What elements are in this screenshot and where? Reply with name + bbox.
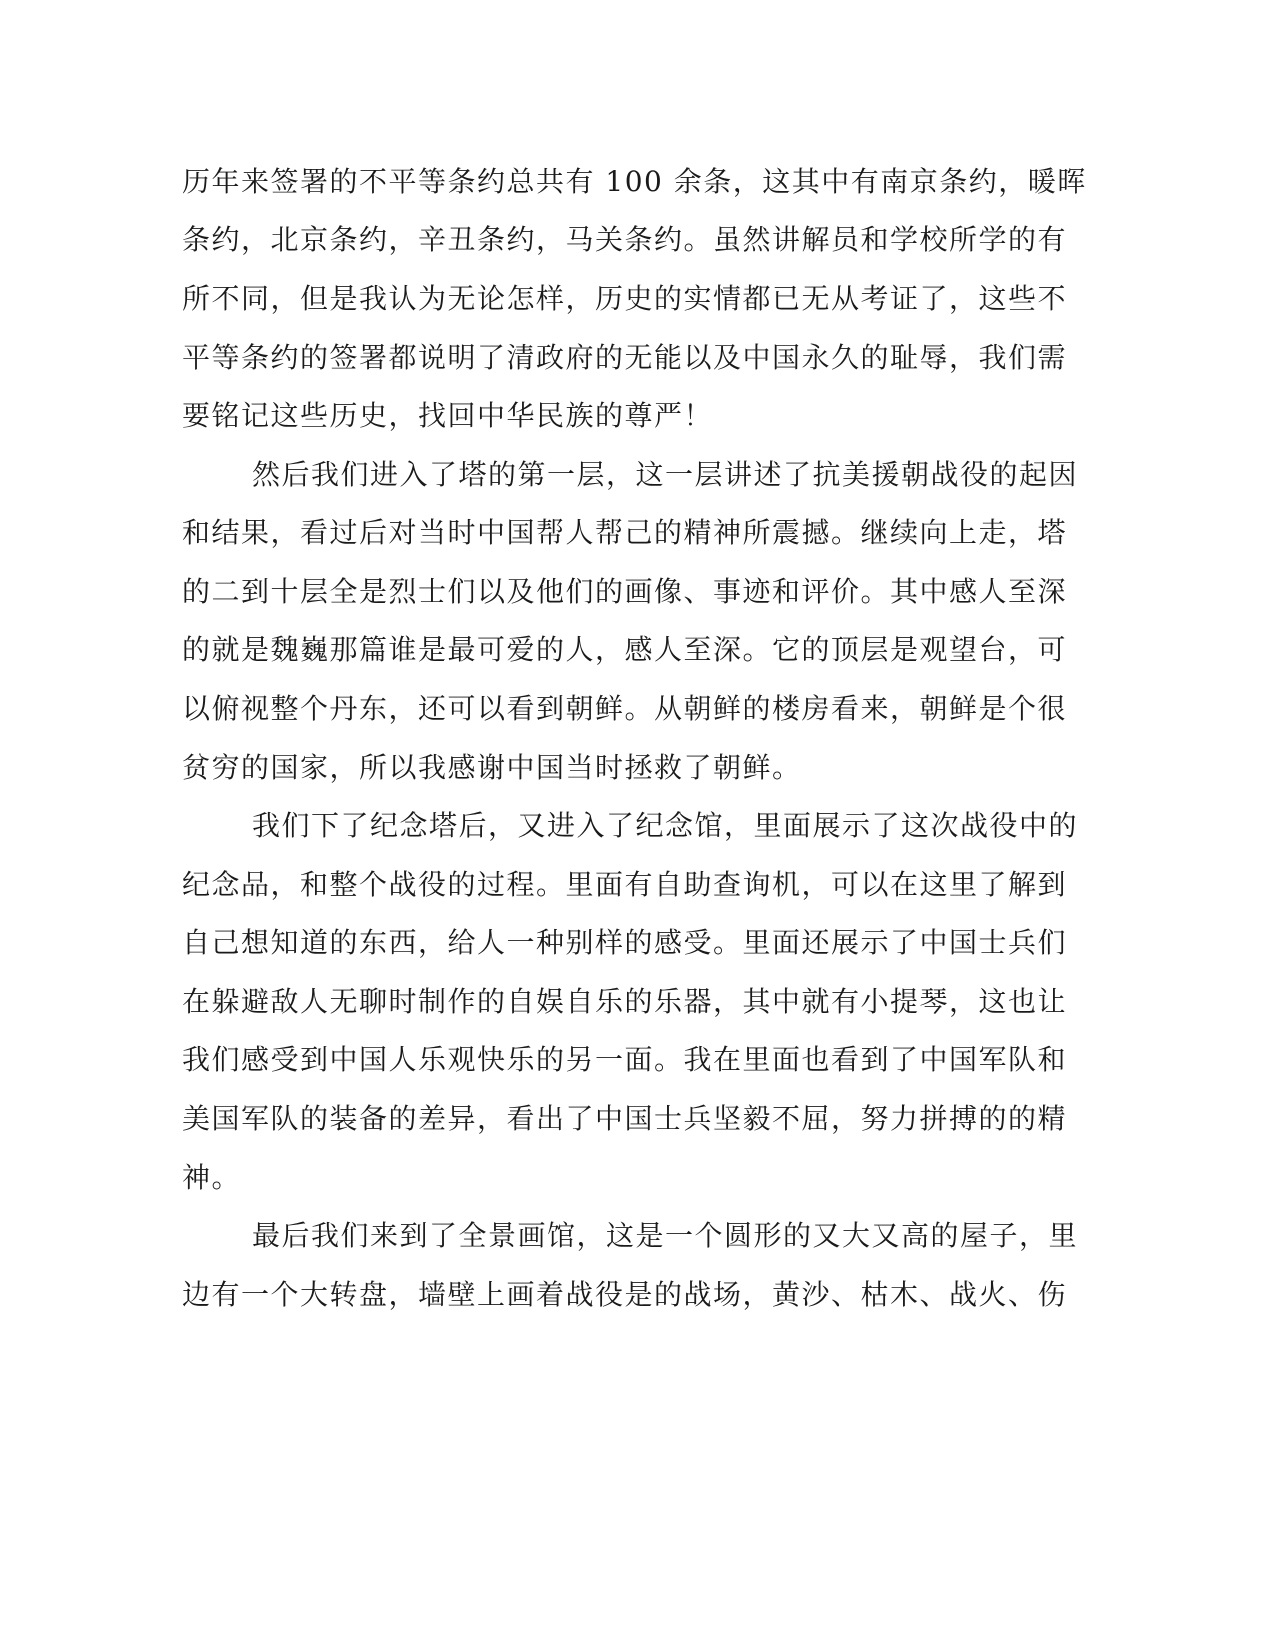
text-line: 我们感受到中国人乐观快乐的另一面。我在里面也看到了中国军队和 — [182, 1043, 1068, 1076]
text-line: 历年来签署的不平等条约总共有 100 余条，这其中有南京条约，暖晖 — [182, 165, 1087, 198]
text-line: 的二到十层全是烈士们以及他们的画像、事迹和评价。其中感人至深 — [182, 575, 1068, 608]
text-line: 以俯视整个丹东，还可以看到朝鲜。从朝鲜的楼房看来，朝鲜是个很 — [182, 692, 1068, 725]
text-line: 要铭记这些历史，找回中华民族的尊严！ — [182, 399, 714, 432]
text-line: 神。 — [182, 1161, 242, 1194]
text-line: 自己想知道的东西，给人一种别样的感受。里面还展示了中国士兵们 — [182, 926, 1068, 959]
text-line: 平等条约的签署都说明了清政府的无能以及中国永久的耻辱，我们需 — [182, 341, 1068, 374]
text-line: 贫穷的国家，所以我感谢中国当时拯救了朝鲜。 — [182, 751, 802, 784]
text-line: 边有一个大转盘，墙壁上画着战役是的战场，黄沙、枯木、战火、伤 — [182, 1278, 1068, 1311]
text-line: 最后我们来到了全景画馆，这是一个圆形的又大又高的屋子，里 — [252, 1219, 1079, 1252]
text-line: 然后我们进入了塔的第一层，这一层讲述了抗美援朝战役的起因 — [252, 458, 1079, 491]
text-line: 纪念品，和整个战役的过程。里面有自助查询机，可以在这里了解到 — [182, 868, 1068, 901]
text-line: 在躲避敌人无聊时制作的自娱自乐的乐器，其中就有小提琴，这也让 — [182, 985, 1068, 1018]
text-line: 美国军队的装备的差异，看出了中国士兵坚毅不屈，努力拼搏的的精 — [182, 1102, 1068, 1135]
text-line: 所不同，但是我认为无论怎样，历史的实情都已无从考证了，这些不 — [182, 282, 1068, 315]
text-line: 和结果，看过后对当时中国帮人帮己的精神所震撼。继续向上走，塔 — [182, 516, 1068, 549]
text-line: 条约，北京条约，辛丑条约，马关条约。虽然讲解员和学校所学的有 — [182, 223, 1068, 256]
text-line: 我们下了纪念塔后，又进入了纪念馆，里面展示了这次战役中的 — [252, 809, 1079, 842]
text-line: 的就是魏巍那篇谁是最可爱的人，感人至深。它的顶层是观望台，可 — [182, 633, 1068, 666]
